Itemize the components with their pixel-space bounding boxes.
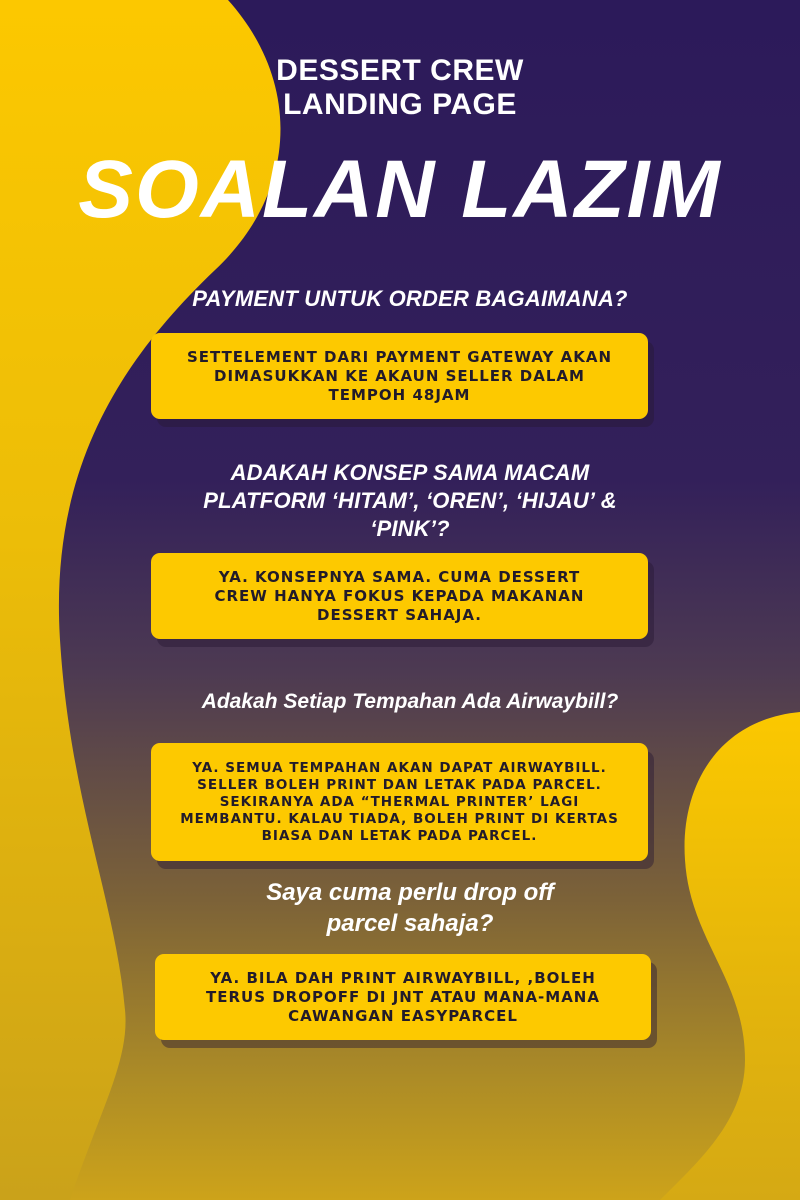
faq-answer-card-2 (151, 553, 648, 639)
faq-answer-3: YA. SEMUA TEMPAHAN AKAN DAPAT AIRWAYBILL. SELLER BOLEH PRINT DAN LETAK PADA PARCEL. SEKIRANYA ADA “THERMAL PRINTER’ LAGI MEMBANTU. KALAU TIADA, BOLEH PRINT DI KERTAS BIASA DAN LETAK PADA PARCEL. (180, 759, 619, 844)
faq-answer-2: YA. KONSEPNYA SAMA. CUMA DESSERT CREW HANYA FOKUS KEPADA MAKANAN DESSERT SAHAJA. (214, 567, 585, 624)
faq-question-2: ADAKAH KONSEP SAMA MACAM PLATFORM ‘HITAM’, ‘OREN’, ‘HIJAU’ & ‘PINK’? (203, 460, 617, 541)
faq-question-1: PAYMENT UNTUK ORDER BAGAIMANA? (192, 286, 628, 311)
faq-answer-card-4 (155, 954, 651, 1040)
faq-answer-4: YA. BILA DAH PRINT AIRWAYBILL, ,BOLEH TERUS DROPOFF DI JNT ATAU MANA-MANA CAWANGAN EASYPARCEL (206, 968, 600, 1025)
page-subtitle: DESSERT CREW LANDING PAGE (276, 54, 524, 121)
faq-answer-card-1 (151, 333, 648, 419)
faq-answer-card-3 (151, 743, 648, 861)
page-title: SOALAN LAZIM (78, 144, 722, 235)
faq-question-3: Adakah Setiap Tempahan Ada Airwaybill? (201, 690, 619, 713)
faq-answer-1: SETTELEMENT DARI PAYMENT GATEWAY AKAN DIMASUKKAN KE AKAUN SELLER DALAM TEMPOH 48JAM (186, 347, 613, 404)
faq-question-4: Saya cuma perlu drop off parcel sahaja? (266, 879, 554, 937)
